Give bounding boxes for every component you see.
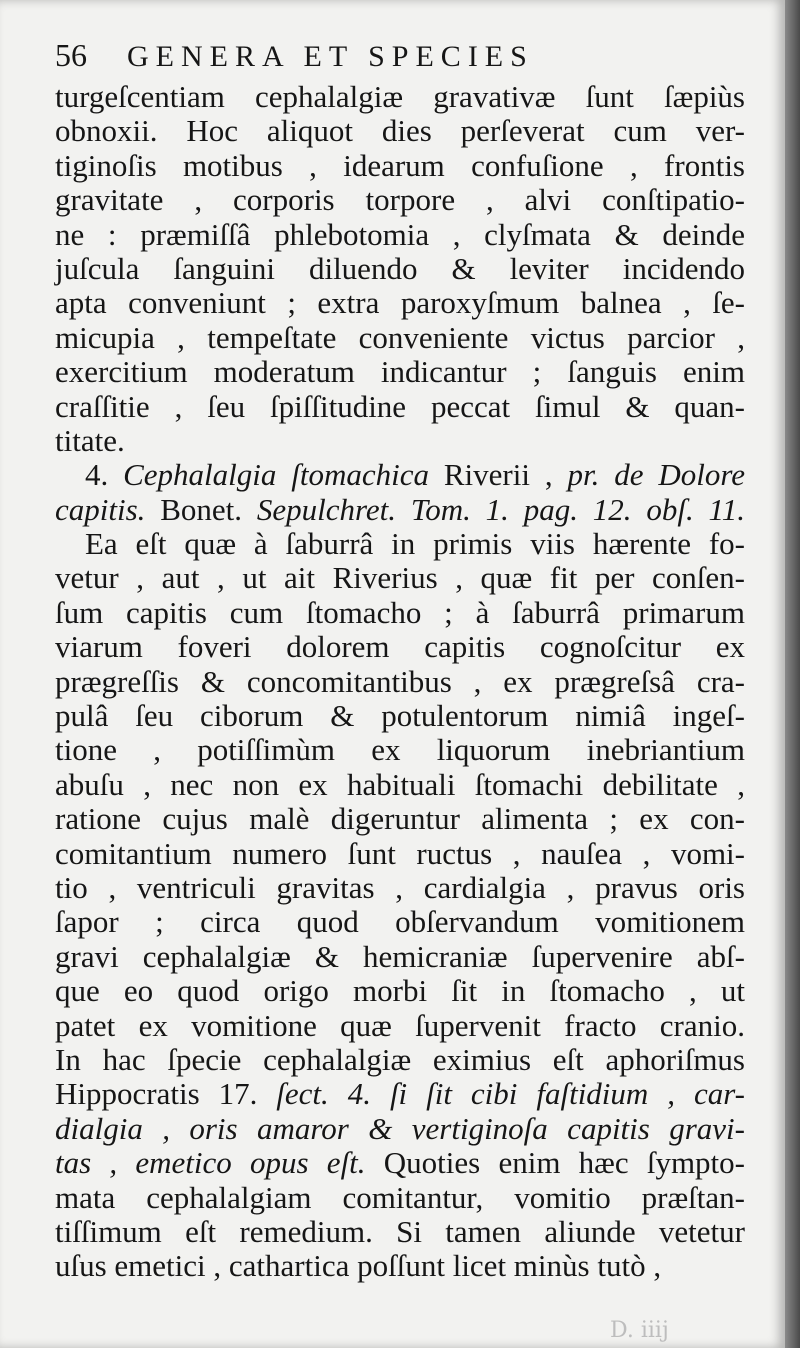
italic-segment: tas , emetico opus eſt. [55, 1145, 366, 1181]
text-segment: turgeſcentiam cephalalgiæ gravativæ ſunt ſæpiùs [55, 79, 745, 114]
text-segment: craſſitie , ſeu ſpiſſitudine peccat ſimul & quan- [55, 388, 745, 424]
text-segment: comitantium numero ſunt ructus , nauſea , vomi- [55, 835, 745, 871]
text-segment: In hac ſpecie cephalalgiæ eximius eſt aphoriſmus [55, 1041, 745, 1077]
italic-segment: capitis. [55, 491, 146, 527]
text-line [55, 252, 745, 286]
text-line [55, 665, 745, 699]
text-line [55, 1112, 745, 1146]
text-segment: Bonet. [145, 491, 257, 527]
text-segment: uſus emetici , cathartica poſſunt licet minùs tutò , [55, 1248, 662, 1284]
text-line [55, 837, 745, 871]
text-line [55, 114, 745, 148]
text-segment: 4. [85, 457, 124, 493]
text-segment: obnoxii. Hoc aliquot dies perſeverat cum ver- [55, 113, 745, 149]
text-line [55, 458, 745, 492]
text-segment: ne : præmiſſâ phlebotomia , clyſmata & deinde [55, 216, 745, 252]
italic-segment: ſect. 4. ſi ſit cibi faſtidium , car- [276, 1076, 745, 1112]
text-line [55, 355, 745, 389]
page-text [55, 30, 745, 1284]
text-line [55, 630, 745, 664]
text-line [55, 802, 745, 836]
text-line [55, 1215, 745, 1249]
text-line [55, 871, 745, 905]
text-segment: ratione cujus malè digeruntur alimenta ; ex con- [55, 801, 745, 837]
text-line [55, 940, 745, 974]
text-segment: tiginoſis motibus , idearum confuſione , frontis [55, 147, 745, 183]
text-line [55, 1181, 745, 1215]
body-text [55, 80, 745, 1284]
text-segment: Hippocratis 17. [55, 1076, 277, 1112]
bleed-through-mark: D. iiij [610, 1318, 669, 1343]
text-segment: Quoties enim hæc ſympto- [365, 1145, 745, 1181]
page-header [55, 30, 745, 80]
text-line [55, 1077, 745, 1111]
text-line [55, 768, 745, 802]
text-line [55, 1043, 745, 1077]
text-segment: tione , potiſſimùm ex liquorum inebriantium [55, 732, 745, 768]
text-line [55, 390, 745, 424]
text-line [55, 321, 745, 355]
text-segment: gravitate , corporis torpore , alvi conſtipatio- [55, 182, 745, 218]
text-line [55, 561, 745, 595]
text-line [55, 974, 745, 1008]
text-segment: ſapor ; circa quod obſervandum vomitionem [55, 904, 745, 940]
text-segment: tiſſimum eſt remedium. Si tamen aliunde vetetur [55, 1213, 745, 1249]
italic-segment: Sepulchret. Tom. 1. pag. 12. obſ. 11. [256, 491, 745, 527]
text-line [55, 149, 745, 183]
text-segment: titate. [55, 422, 125, 458]
page-number: 56 [55, 37, 87, 73]
text-line [55, 1249, 745, 1283]
text-line [55, 424, 745, 458]
text-segment: viarum foveri dolorem capitis cognoſcitur ex [55, 629, 745, 665]
italic-segment: pr. de Dolore [567, 457, 746, 493]
text-segment: apta conveniunt ; extra paroxyſmum balnea , ſe- [55, 285, 745, 321]
text-line [55, 80, 745, 114]
text-segment: tio , ventriculi gravitas , cardialgia , pravus oris [55, 869, 745, 905]
text-segment: abuſu , nec non ex habituali ſtomachi debilitate , [55, 766, 745, 802]
text-segment: exercitium moderatum indicantur ; ſanguis enim [55, 354, 745, 390]
italic-segment: Cephalalgia ſtomachica [123, 457, 430, 493]
text-line [55, 1146, 745, 1180]
text-segment: juſcula ſanguini diluendo & leviter incidendo [55, 250, 745, 286]
page-edge-shadow [785, 0, 800, 1348]
text-segment: que eo quod origo morbi ſit in ſtomacho , ut [55, 973, 745, 1009]
text-segment: ſum capitis cum ſtomacho ; à ſaburrâ primarum [55, 594, 745, 630]
text-segment: patet ex vomitione quæ ſupervenit fracto cranio. [55, 1007, 745, 1043]
text-line [55, 905, 745, 939]
text-line [55, 183, 745, 217]
text-segment: Riverii , [429, 457, 568, 493]
text-segment: gravi cephalalgiæ & hemicraniæ ſupervenire abſ- [55, 938, 745, 974]
italic-segment: dialgia , oris amaror & vertiginoſa capitis gravi- [55, 1110, 745, 1146]
text-segment: vetur , aut , ut ait Riverius , quæ fit per conſen- [55, 560, 745, 596]
text-segment: prægreſſis & concomitantibus , ex prægreſsâ cra- [55, 663, 745, 699]
text-segment: pulâ ſeu ciborum & potulentorum nimiâ ingeſ- [55, 698, 745, 734]
text-line [55, 1009, 745, 1043]
text-line [55, 733, 745, 767]
text-line [55, 286, 745, 320]
text-segment: Ea eſt quæ à ſaburrâ in primis viis hærente fo- [85, 526, 745, 562]
running-title: GENERA ET SPECIES [127, 40, 534, 73]
text-segment: mata cephalalgiam comitantur, vomitio præſtan- [55, 1179, 745, 1215]
text-line [55, 493, 745, 527]
text-line [55, 218, 745, 252]
text-line [55, 527, 745, 561]
text-segment: micupia , tempeſtate conveniente victus parcior , [55, 319, 745, 355]
text-line [55, 596, 745, 630]
text-line [55, 699, 745, 733]
